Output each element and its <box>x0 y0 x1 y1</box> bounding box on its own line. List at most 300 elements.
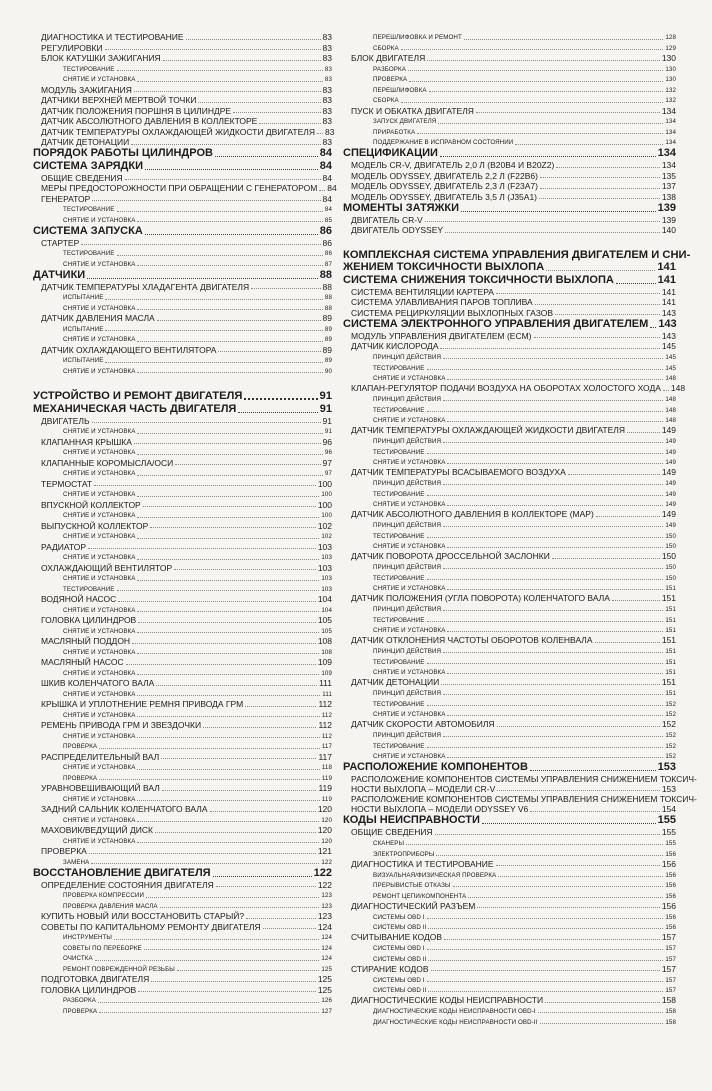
toc-entry[interactable] <box>33 457 332 468</box>
toc-entry[interactable] <box>33 1005 332 1016</box>
toc-entry-title: СНЯТИЕ И УСТАНОВКА <box>373 543 446 550</box>
section-gap <box>33 375 332 389</box>
toc-entry[interactable] <box>343 676 676 687</box>
toc-entry[interactable] <box>343 487 676 498</box>
toc-entry[interactable] <box>343 963 676 974</box>
toc-section[interactable] <box>343 814 676 827</box>
toc-entry[interactable] <box>343 498 676 509</box>
toc-entry[interactable] <box>33 182 337 193</box>
toc-entry[interactable] <box>343 159 676 170</box>
toc-entry[interactable] <box>33 323 332 334</box>
toc-entry[interactable] <box>33 593 332 604</box>
toc-entry[interactable] <box>33 604 332 615</box>
toc-entry[interactable] <box>33 73 332 84</box>
dot-leader <box>156 685 317 686</box>
dot-leader <box>92 422 321 423</box>
dot-leader <box>95 960 320 961</box>
toc-entry-title: ОБЩИЕ СВЕДЕНИЯ <box>351 827 433 838</box>
toc-entry[interactable] <box>33 562 332 573</box>
toc-entry[interactable] <box>343 340 676 351</box>
toc-entry[interactable] <box>343 224 676 235</box>
toc-entry[interactable] <box>33 237 332 248</box>
dot-leader <box>317 133 323 134</box>
toc-entry[interactable] <box>33 258 332 269</box>
toc-section[interactable] <box>33 268 332 281</box>
toc-entry-title: ПРОВЕРКА <box>63 1007 98 1015</box>
toc-entry[interactable] <box>33 530 332 541</box>
toc-entry-page: 122 <box>313 866 332 879</box>
toc-entry[interactable] <box>33 365 332 376</box>
toc-entry[interactable] <box>343 603 676 614</box>
toc-entry-title: УРАВНОВЕШИВАЮЩИЙ ВАЛ <box>41 783 160 793</box>
toc-entry[interactable] <box>33 614 332 625</box>
dot-leader <box>650 327 656 328</box>
toc-entry-page: 119 <box>321 795 332 803</box>
toc-entry[interactable] <box>33 488 332 499</box>
toc-entry[interactable] <box>33 698 332 709</box>
toc-entry[interactable] <box>343 63 676 74</box>
toc-section[interactable] <box>33 224 332 237</box>
toc-entry[interactable] <box>33 425 332 436</box>
toc-entry[interactable] <box>33 824 332 835</box>
toc-section[interactable] <box>343 201 676 214</box>
dot-leader <box>427 705 664 706</box>
toc-entry-title: ТЕСТИРОВАНИЕ <box>373 658 425 666</box>
toc-entry-page: 103 <box>317 562 332 573</box>
toc-entry[interactable] <box>343 910 676 921</box>
toc-entry-page: 132 <box>665 97 676 105</box>
dot-leader <box>126 664 316 665</box>
toc-entry-page: 151 <box>665 606 676 613</box>
toc-entry[interactable] <box>33 730 332 741</box>
toc-entry[interactable] <box>343 73 676 84</box>
toc-entry[interactable] <box>343 561 676 572</box>
toc-section[interactable] <box>33 147 332 160</box>
toc-entry[interactable] <box>343 921 676 932</box>
toc-entry[interactable] <box>343 592 676 603</box>
toc-entry[interactable] <box>33 31 332 42</box>
toc-entry-page: 125 <box>317 974 332 984</box>
toc-entry[interactable] <box>343 214 676 225</box>
toc-entry[interactable] <box>343 984 676 995</box>
toc-entry[interactable] <box>33 551 332 562</box>
toc-entry[interactable] <box>33 126 335 137</box>
toc-entry[interactable] <box>33 921 332 932</box>
toc-entry-title: МАХОВИК/ВЕДУЩИЙ ДИСК <box>41 825 153 835</box>
toc-entry-page: 105 <box>321 627 332 635</box>
toc-entry[interactable] <box>343 330 676 341</box>
toc-entry[interactable] <box>33 931 332 942</box>
toc-entry[interactable] <box>33 467 332 478</box>
toc-entry[interactable] <box>343 31 676 42</box>
toc-entry-page: 155 <box>665 840 676 847</box>
toc-entry[interactable] <box>33 136 332 147</box>
toc-entry[interactable] <box>33 94 332 105</box>
toc-entry[interactable] <box>343 456 676 467</box>
toc-entry-page: 83 <box>322 84 332 95</box>
toc-entry[interactable] <box>33 193 332 204</box>
toc-entry[interactable] <box>343 634 676 645</box>
toc-entry[interactable] <box>33 879 332 890</box>
toc-entry[interactable] <box>343 973 676 984</box>
toc-entry[interactable] <box>33 333 332 344</box>
toc-entry[interactable] <box>33 677 332 688</box>
toc-entry-page: 86 <box>324 250 332 258</box>
dot-leader <box>443 442 663 443</box>
toc-entry[interactable] <box>343 180 676 191</box>
dot-leader <box>251 288 320 289</box>
toc-entry[interactable] <box>343 994 676 1005</box>
toc-entry[interactable] <box>33 344 332 355</box>
toc-entry[interactable] <box>33 115 332 126</box>
toc-entry[interactable] <box>33 172 332 183</box>
toc-entry-title: НОСТИ ВЫХЛОПА – МОДЕЛИ CR-V <box>351 783 496 794</box>
dot-leader <box>555 314 660 315</box>
toc-entry[interactable] <box>343 550 676 561</box>
toc-entry[interactable] <box>343 858 676 869</box>
dot-leader <box>444 939 660 940</box>
dot-leader <box>596 516 660 517</box>
toc-entry-page: 88 <box>324 304 332 312</box>
toc-entry-title: СНЯТИЕ И УСТАНОВКА <box>373 459 446 466</box>
toc-entry[interactable] <box>33 302 332 313</box>
toc-entry[interactable] <box>33 889 332 900</box>
toc-entry-title: РАЗБОРКА <box>63 997 96 1005</box>
toc-entry-page: 89 <box>324 325 332 333</box>
dot-leader <box>427 60 660 61</box>
toc-entry[interactable] <box>33 214 332 225</box>
toc-entry-title: ТЕСТИРОВАНИЕ <box>373 364 425 372</box>
toc-entry-page: 148 <box>665 417 676 424</box>
toc-entry[interactable] <box>33 291 332 302</box>
toc-entry-title: МОДЕЛЬ ODYSSEY, ДВИГАТЕЛЬ 2,2 Л (F22B6) <box>351 170 538 181</box>
toc-entry[interactable] <box>343 351 676 362</box>
dot-leader <box>203 727 316 728</box>
toc-entry[interactable] <box>343 414 676 425</box>
toc-entry-title: ТЕСТИРОВАНИЕ <box>373 700 425 708</box>
toc-entry-page: 151 <box>665 669 676 676</box>
dot-leader <box>81 244 320 245</box>
toc-entry-multiline[interactable] <box>343 793 697 815</box>
toc-entry[interactable] <box>343 508 676 519</box>
toc-entry[interactable] <box>343 687 676 698</box>
toc-entry-multiline[interactable] <box>343 248 691 274</box>
dot-leader <box>627 432 660 433</box>
toc-entry[interactable] <box>343 466 676 477</box>
toc-entry-page: 83 <box>322 42 332 53</box>
toc-entry[interactable] <box>33 793 332 804</box>
toc-entry-page: 145 <box>665 354 676 361</box>
toc-entry-title: БЛОК КАТУШКИ ЗАЖИГАНИЯ <box>41 53 161 63</box>
toc-entry[interactable] <box>33 845 332 856</box>
toc-column-left <box>33 31 337 1015</box>
toc-entry-page: 134 <box>665 139 676 147</box>
toc-entry-title: РАСПОЛОЖЕНИЕ КОМПОНЕНТОВ <box>343 760 528 773</box>
toc-entry[interactable] <box>33 803 332 814</box>
dot-leader <box>137 674 319 675</box>
toc-entry[interactable] <box>343 900 676 911</box>
toc-entry-page: 89 <box>322 313 332 323</box>
toc-entry[interactable] <box>343 729 676 740</box>
dot-leader <box>476 112 660 113</box>
toc-entry-page: 155 <box>657 814 676 827</box>
dot-leader <box>530 770 656 771</box>
toc-entry-title: СОВЕТЫ ПО ПЕРЕБОРКЕ <box>63 944 142 952</box>
toc-entry[interactable] <box>33 415 332 426</box>
toc-entry-page: 89 <box>324 357 332 365</box>
dot-leader <box>417 133 663 134</box>
toc-entry[interactable] <box>343 372 676 383</box>
toc-entry-title: СНЯТИЕ И УСТАНОВКА <box>63 764 136 772</box>
toc-entry[interactable] <box>343 847 676 858</box>
toc-entry-title: СНЯТИЕ И УСТАНОВКА <box>373 417 446 424</box>
toc-entry[interactable] <box>343 739 676 750</box>
toc-entry[interactable] <box>343 296 676 307</box>
toc-entry-title: СНЯТИЕ И УСТАНОВКА <box>63 449 136 457</box>
toc-entry[interactable] <box>33 656 332 667</box>
toc-entry[interactable] <box>343 889 676 900</box>
toc-entry[interactable] <box>343 105 676 116</box>
toc-entry[interactable] <box>33 963 332 974</box>
toc-entry[interactable] <box>343 382 686 394</box>
dot-leader <box>216 886 316 887</box>
toc-entry[interactable] <box>33 688 332 699</box>
toc-entry[interactable] <box>343 435 676 446</box>
toc-entry[interactable] <box>33 625 332 636</box>
toc-entry-page: 156 <box>661 900 676 911</box>
toc-entry-page: 84 <box>319 159 332 172</box>
toc-entry-title: СПЕЦИФИКАЦИИ <box>343 147 438 159</box>
toc-entry-page: 84 <box>327 183 337 193</box>
toc-entry-page: 83 <box>322 137 332 147</box>
dot-leader <box>175 464 320 465</box>
toc-section[interactable] <box>343 273 676 286</box>
toc-entry-page: 138 <box>661 191 676 202</box>
dot-leader <box>443 400 663 401</box>
dot-leader <box>137 454 322 455</box>
dot-leader <box>87 278 318 279</box>
toc-chapter[interactable] <box>33 389 332 402</box>
toc-entry[interactable] <box>343 136 676 147</box>
toc-entry-title: ТЕСТИРОВАНИЕ <box>63 585 115 593</box>
toc-entry[interactable] <box>33 761 332 772</box>
toc-entry[interactable] <box>343 879 676 890</box>
toc-entry-title: ПРИНЦИП ДЕЙСТВИЯ <box>373 438 442 445</box>
dot-leader <box>436 855 663 856</box>
toc-entry[interactable] <box>33 281 332 292</box>
dot-leader <box>443 358 663 359</box>
toc-entry-title: ПОДДЕРЖАНИЕ В ИСПРАВНОМ СОСТОЯНИИ <box>373 139 514 147</box>
toc-entry[interactable] <box>33 84 332 95</box>
toc-entry-title: МОМЕНТЫ ЗАТЯЖКИ <box>343 201 460 214</box>
dot-leader <box>447 505 663 506</box>
toc-entry[interactable] <box>33 572 332 583</box>
toc-entry[interactable] <box>33 520 332 531</box>
toc-entry-page: 105 <box>317 615 332 625</box>
toc-entry[interactable] <box>33 436 332 447</box>
toc-entry[interactable] <box>33 952 332 963</box>
toc-entry[interactable] <box>343 361 676 372</box>
toc-entry-page: 156 <box>661 858 676 869</box>
toc-entry[interactable] <box>33 52 332 63</box>
toc-entry[interactable] <box>33 782 332 793</box>
toc-entry[interactable] <box>33 719 332 730</box>
toc-section[interactable] <box>343 147 676 160</box>
toc-entry[interactable] <box>343 582 676 593</box>
toc-entry[interactable] <box>33 446 332 457</box>
toc-entry[interactable] <box>33 509 332 520</box>
toc-entry-title: ТЕСТИРОВАНИЕ <box>373 490 425 498</box>
toc-entry-title: ДАТЧИК ТЕМПЕРАТУРЫ ВСАСЫВАЕМОГО ВОЗДУХА <box>351 467 566 478</box>
toc-entry-title: СНЯТИЕ И УСТАНОВКА <box>373 669 446 676</box>
dot-leader <box>443 484 663 485</box>
toc-entry-title: ПРИНЦИП ДЕЙСТВИЯ <box>373 606 442 613</box>
toc-entry[interactable] <box>343 42 676 53</box>
toc-entry[interactable] <box>343 613 676 624</box>
toc-entry[interactable] <box>33 994 332 1005</box>
toc-entry[interactable] <box>33 856 332 867</box>
toc-entry-title: СИСТЕМЫ OBD II <box>373 955 427 963</box>
toc-entry-title: МОДЕЛЬ ODYSSEY, ДВИГАТЕЛЬ 2,3 Л (F23A7) <box>351 181 538 191</box>
toc-entry-page: 148 <box>665 375 676 382</box>
toc-entry[interactable] <box>33 583 332 594</box>
toc-entry[interactable] <box>343 837 676 848</box>
toc-entry[interactable] <box>33 312 332 323</box>
toc-entry[interactable] <box>343 191 676 202</box>
toc-entry[interactable] <box>343 170 676 181</box>
toc-entry[interactable] <box>343 307 676 318</box>
dot-leader <box>406 844 663 845</box>
toc-entry[interactable] <box>33 772 332 783</box>
toc-entry-title: ДИАГНОСТИЧЕСКИЕ КОДЫ НЕИСПРАВНОСТИ OBD-II <box>373 1018 538 1026</box>
toc-entry-title: ПРОВЕРКА <box>373 76 408 84</box>
toc-entry[interactable] <box>343 424 676 435</box>
toc-entry-title: СНЯТИЕ И УСТАНОВКА <box>63 690 136 698</box>
dot-leader <box>431 970 660 971</box>
toc-entry[interactable] <box>343 529 676 540</box>
toc-entry[interactable] <box>343 931 676 942</box>
toc-entry[interactable] <box>33 973 332 984</box>
toc-entry[interactable] <box>33 667 332 678</box>
toc-entry[interactable] <box>343 1015 676 1026</box>
toc-entry[interactable] <box>33 942 332 953</box>
toc-entry[interactable] <box>343 519 676 530</box>
toc-entry[interactable] <box>33 835 332 846</box>
toc-entry[interactable] <box>33 63 332 74</box>
toc-entry[interactable] <box>33 910 332 921</box>
toc-entry[interactable] <box>33 814 332 825</box>
toc-entry[interactable] <box>343 571 676 582</box>
toc-entry[interactable] <box>33 354 332 365</box>
toc-entry-title: СНЯТИЕ И УСТАНОВКА <box>63 512 136 520</box>
toc-entry[interactable] <box>33 646 332 657</box>
toc-entry[interactable] <box>33 499 332 510</box>
toc-entry-title: СНЯТИЕ И УСТАНОВКА <box>63 533 136 541</box>
toc-entry[interactable] <box>343 286 676 297</box>
toc-entry-title: ВЫПУСКНОЙ КОЛЛЕКТОР <box>41 520 149 531</box>
toc-entry[interactable] <box>343 393 676 404</box>
toc-entry[interactable] <box>343 868 676 879</box>
toc-entry-title: СНЯТИЕ И УСТАНОВКА <box>63 669 136 677</box>
dot-leader <box>438 123 663 124</box>
dot-leader <box>162 790 317 791</box>
toc-entry-title: СИСТЕМА ВЕНТИЛЯЦИИ КАРТЕРА <box>351 286 494 297</box>
toc-entry[interactable] <box>343 94 676 105</box>
toc-entry[interactable] <box>343 445 676 456</box>
toc-entry[interactable] <box>343 750 676 761</box>
dot-leader <box>515 144 663 145</box>
toc-entry[interactable] <box>343 52 676 63</box>
toc-entry[interactable] <box>33 709 332 720</box>
toc-entry[interactable] <box>343 1005 676 1016</box>
toc-entry[interactable] <box>33 247 332 258</box>
toc-entry-title: ДАТЧИК ТЕМПЕРАТУРЫ ХЛАДАГЕНТА ДВИГАТЕЛЯ <box>41 281 250 292</box>
toc-entry-title: КЛАПАННЫЕ КОРОМЫСЛА/ОСИ <box>41 457 174 468</box>
toc-entry[interactable] <box>343 403 676 414</box>
toc-entry[interactable] <box>33 740 332 751</box>
toc-section[interactable] <box>33 866 332 879</box>
toc-entry-page: 151 <box>665 585 676 592</box>
toc-entry[interactable] <box>33 42 332 53</box>
toc-section[interactable] <box>33 402 332 415</box>
toc-entry[interactable] <box>343 952 676 963</box>
dot-leader <box>137 496 319 497</box>
toc-entry-title: ПРОВЕРКА <box>63 774 98 782</box>
dot-leader <box>546 270 655 271</box>
toc-entry[interactable] <box>343 942 676 953</box>
toc-entry[interactable] <box>343 826 676 837</box>
toc-entry[interactable] <box>343 666 676 677</box>
toc-entry[interactable] <box>343 645 676 656</box>
toc-section[interactable] <box>343 317 676 330</box>
toc-entry-title-line: КОМПЛЕКСНАЯ СИСТЕМА УПРАВЛЕНИЯ ДВИГАТЕЛЕМ И СНИ- <box>343 248 691 261</box>
toc-entry-page: 125 <box>321 965 332 973</box>
toc-entry-title: ДАТЧИК ДАВЛЕНИЯ МАСЛА <box>41 313 155 323</box>
toc-section[interactable] <box>33 159 332 172</box>
dot-leader <box>425 221 660 222</box>
toc-entry[interactable] <box>33 751 332 762</box>
toc-entry-page: 117 <box>318 751 332 762</box>
toc-section[interactable] <box>343 760 676 773</box>
toc-entry-multiline[interactable] <box>343 773 697 794</box>
toc-entry[interactable] <box>343 655 676 666</box>
toc-entry[interactable] <box>33 203 332 214</box>
dot-leader <box>137 800 319 801</box>
toc-entry[interactable] <box>343 718 676 729</box>
toc-entry[interactable] <box>343 697 676 708</box>
toc-entry[interactable] <box>343 624 676 635</box>
toc-entry[interactable] <box>343 115 676 126</box>
toc-entry[interactable] <box>343 708 676 719</box>
toc-entry[interactable] <box>33 984 332 995</box>
toc-entry-title: ДИАГНОСТИЧЕСКИЙ РАЗЪЕМ <box>351 900 476 911</box>
toc-entry[interactable] <box>343 540 676 551</box>
toc-entry[interactable] <box>343 84 676 95</box>
toc-entry[interactable] <box>33 105 332 116</box>
toc-entry[interactable] <box>33 900 332 911</box>
toc-entry-title: СНЯТИЕ И УСТАНОВКА <box>63 491 136 499</box>
dot-leader <box>117 255 323 256</box>
toc-entry-page: 112 <box>318 699 332 709</box>
toc-entry[interactable] <box>33 478 332 489</box>
toc-entry-title: СНЯТИЕ И УСТАНОВКА <box>63 837 136 845</box>
dot-leader <box>137 737 319 738</box>
toc-entry[interactable] <box>33 541 332 552</box>
toc-entry[interactable] <box>343 126 676 137</box>
toc-entry[interactable] <box>343 477 676 488</box>
toc-entry[interactable] <box>33 635 332 646</box>
dot-leader <box>98 1002 319 1003</box>
